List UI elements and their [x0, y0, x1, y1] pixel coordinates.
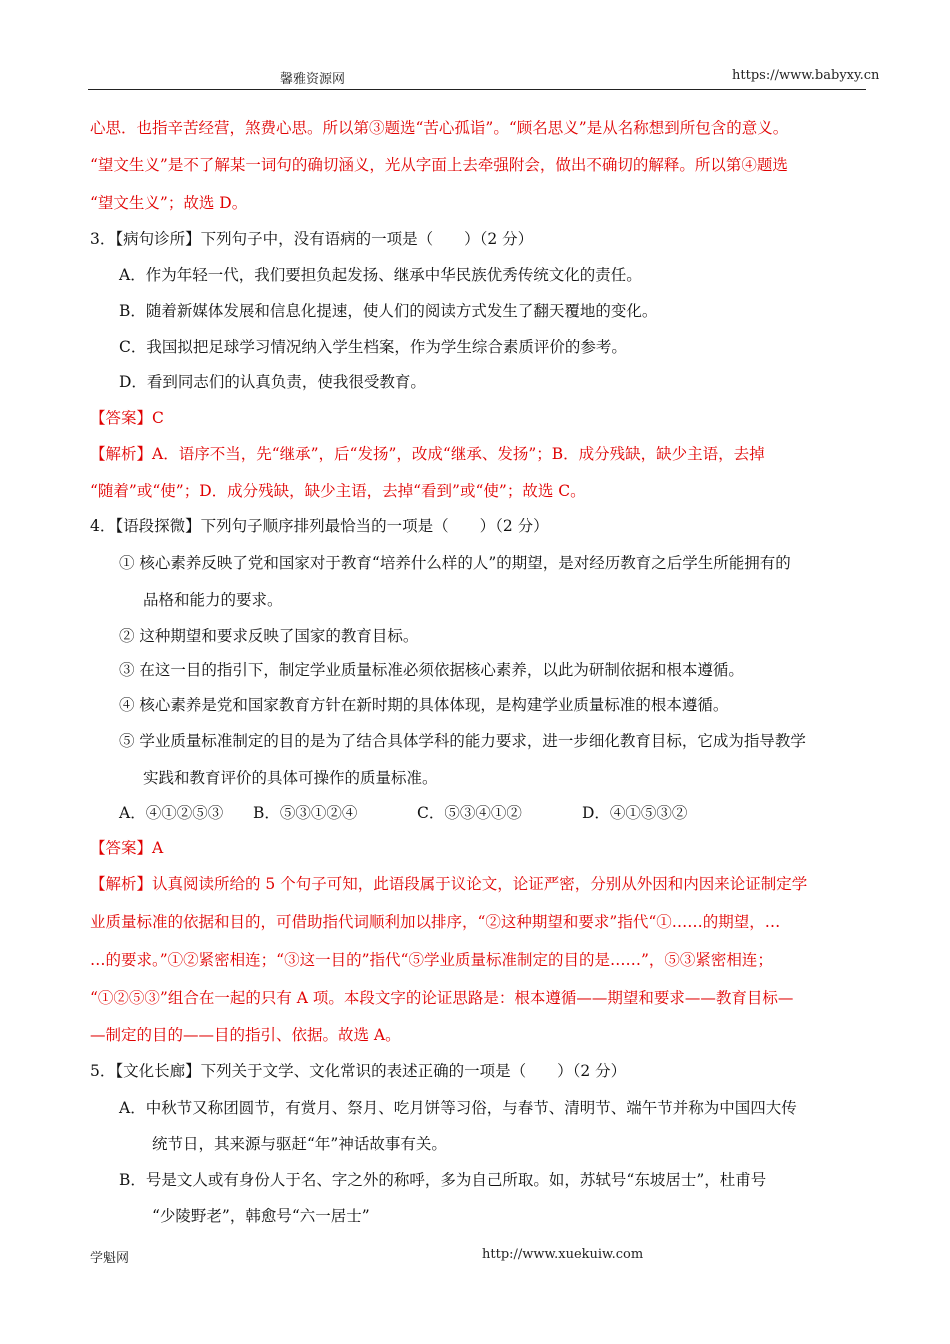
q3-answer: 【答案】C	[90, 409, 164, 427]
q4-analysis-line-3: …的要求。”①②紧密相连；“③这一目的”指代“⑤学业质量标准制定的目的是……”，⑤③紧密相连；	[90, 951, 773, 969]
q4-sentence-3: ③ 在这一目的指引下，制定学业质量标准必须依据核心素养，以此为研制依据和根本遵循。	[119, 661, 744, 679]
q4-option-a: A．④①②⑤③	[119, 804, 224, 822]
q4-analysis-line-5: —制定的目的——目的指引、依据。故选 A。	[90, 1026, 401, 1044]
q5-option-b-line-1: B．号是文人或有身份人于名、字之外的称呼，多为自己所取。如，苏轼号“东坡居士”，杜甫号	[119, 1171, 767, 1189]
q4-analysis-line-4: “①②⑤③”组合在一起的只有 A 项。本段文字的论证思路是：根本遵循——期望和要求——教育目标—	[90, 989, 794, 1007]
q3-analysis-line-2: “随着”或“使”；D．成分残缺，缺少主语，去掉“看到”或“使”；故选 C。	[90, 482, 586, 500]
q4-sentence-1-line-2: 品格和能力的要求。	[143, 591, 283, 609]
q4-option-d: D．④①⑤③②	[582, 804, 688, 822]
footer-site-url[interactable]: http://www.xuekuiw.com	[482, 1247, 644, 1262]
header-rule	[88, 89, 866, 90]
q4-stem: 4．【语段探微】下列句子顺序排列最恰当的一项是（ ）（2 分）	[90, 517, 549, 535]
footer-site-name: 学魁网	[90, 1251, 130, 1266]
q3-option-d: D．看到同志们的认真负责，使我很受教育。	[119, 373, 426, 391]
intro-line-2: “望文生义”是不了解某一词句的确切涵义，光从字面上去牵强附会，做出不确切的解释。所以第④题选	[90, 156, 788, 174]
q3-option-c: C．我国拟把足球学习情况纳入学生档案，作为学生综合素质评价的参考。	[119, 338, 627, 356]
q4-sentence-4: ④ 核心素养是党和国家教育方针在新时期的具体体现，是构建学业质量标准的根本遵循。	[119, 696, 729, 714]
header-site-name: 馨雅资源网	[280, 72, 346, 87]
q5-stem: 5．【文化长廊】下列关于文学、文化常识的表述正确的一项是（ ）（2 分）	[90, 1062, 627, 1080]
q4-answer: 【答案】A	[90, 839, 164, 857]
q4-sentence-1-line-1: ① 核心素养反映了党和国家对于教育“培养什么样的人”的期望，是对经历教育之后学生所能拥有的	[119, 554, 791, 572]
intro-line-3: “望文生义”；故选 D。	[90, 194, 248, 212]
q5-option-b-line-2: “少陵野老”，韩愈号“六一居士”	[152, 1207, 370, 1225]
q4-option-c: C．⑤③④①②	[417, 804, 522, 822]
q3-stem: 3．【病句诊所】下列句子中，没有语病的一项是（ ）（2 分）	[90, 230, 534, 248]
q5-option-a-line-2: 统节日，其来源与驱赶“年”神话故事有关。	[152, 1135, 447, 1153]
intro-line-1: 心思．也指辛苦经营，煞费心思。所以第③题选“苦心孤诣”。“顾名思义”是从名称想到所包含的意义。	[90, 119, 789, 137]
q4-analysis-line-2: 业质量标准的依据和目的，可借助指代词顺利加以排序，“②这种期望和要求”指代“①……的期望，…	[90, 913, 781, 931]
q4-option-b: B．⑤③①②④	[253, 804, 358, 822]
q3-option-a: A．作为年轻一代，我们要担负起发扬、继承中华民族优秀传统文化的责任。	[119, 266, 642, 284]
q4-analysis-line-1: 【解析】认真阅读所给的 5 个句子可知，此语段属于议论文，论证严密，分别从外因和内因来论证制定学	[90, 875, 808, 893]
header-site-url[interactable]: https://www.babyxy.cn	[732, 68, 880, 83]
q3-option-b: B．随着新媒体发展和信息化提速，使人们的阅读方式发生了翻天覆地的变化。	[119, 302, 658, 320]
q5-option-a-line-1: A．中秋节又称团圆节，有赏月、祭月、吃月饼等习俗，与春节、清明节、端午节并称为中国四大传	[119, 1099, 797, 1117]
q4-sentence-2: ② 这种期望和要求反映了国家的教育目标。	[119, 627, 419, 645]
q4-sentence-5-line-1: ⑤ 学业质量标准制定的目的是为了结合具体学科的能力要求，进一步细化教育目标，它成为指导教学	[119, 732, 806, 750]
q4-sentence-5-line-2: 实践和教育评价的具体可操作的质量标准。	[143, 769, 438, 787]
q3-analysis-line-1: 【解析】A．语序不当，先“继承”，后“发扬”，改成“继承、发扬”；B．成分残缺，缺少主语，去掉	[90, 445, 765, 463]
